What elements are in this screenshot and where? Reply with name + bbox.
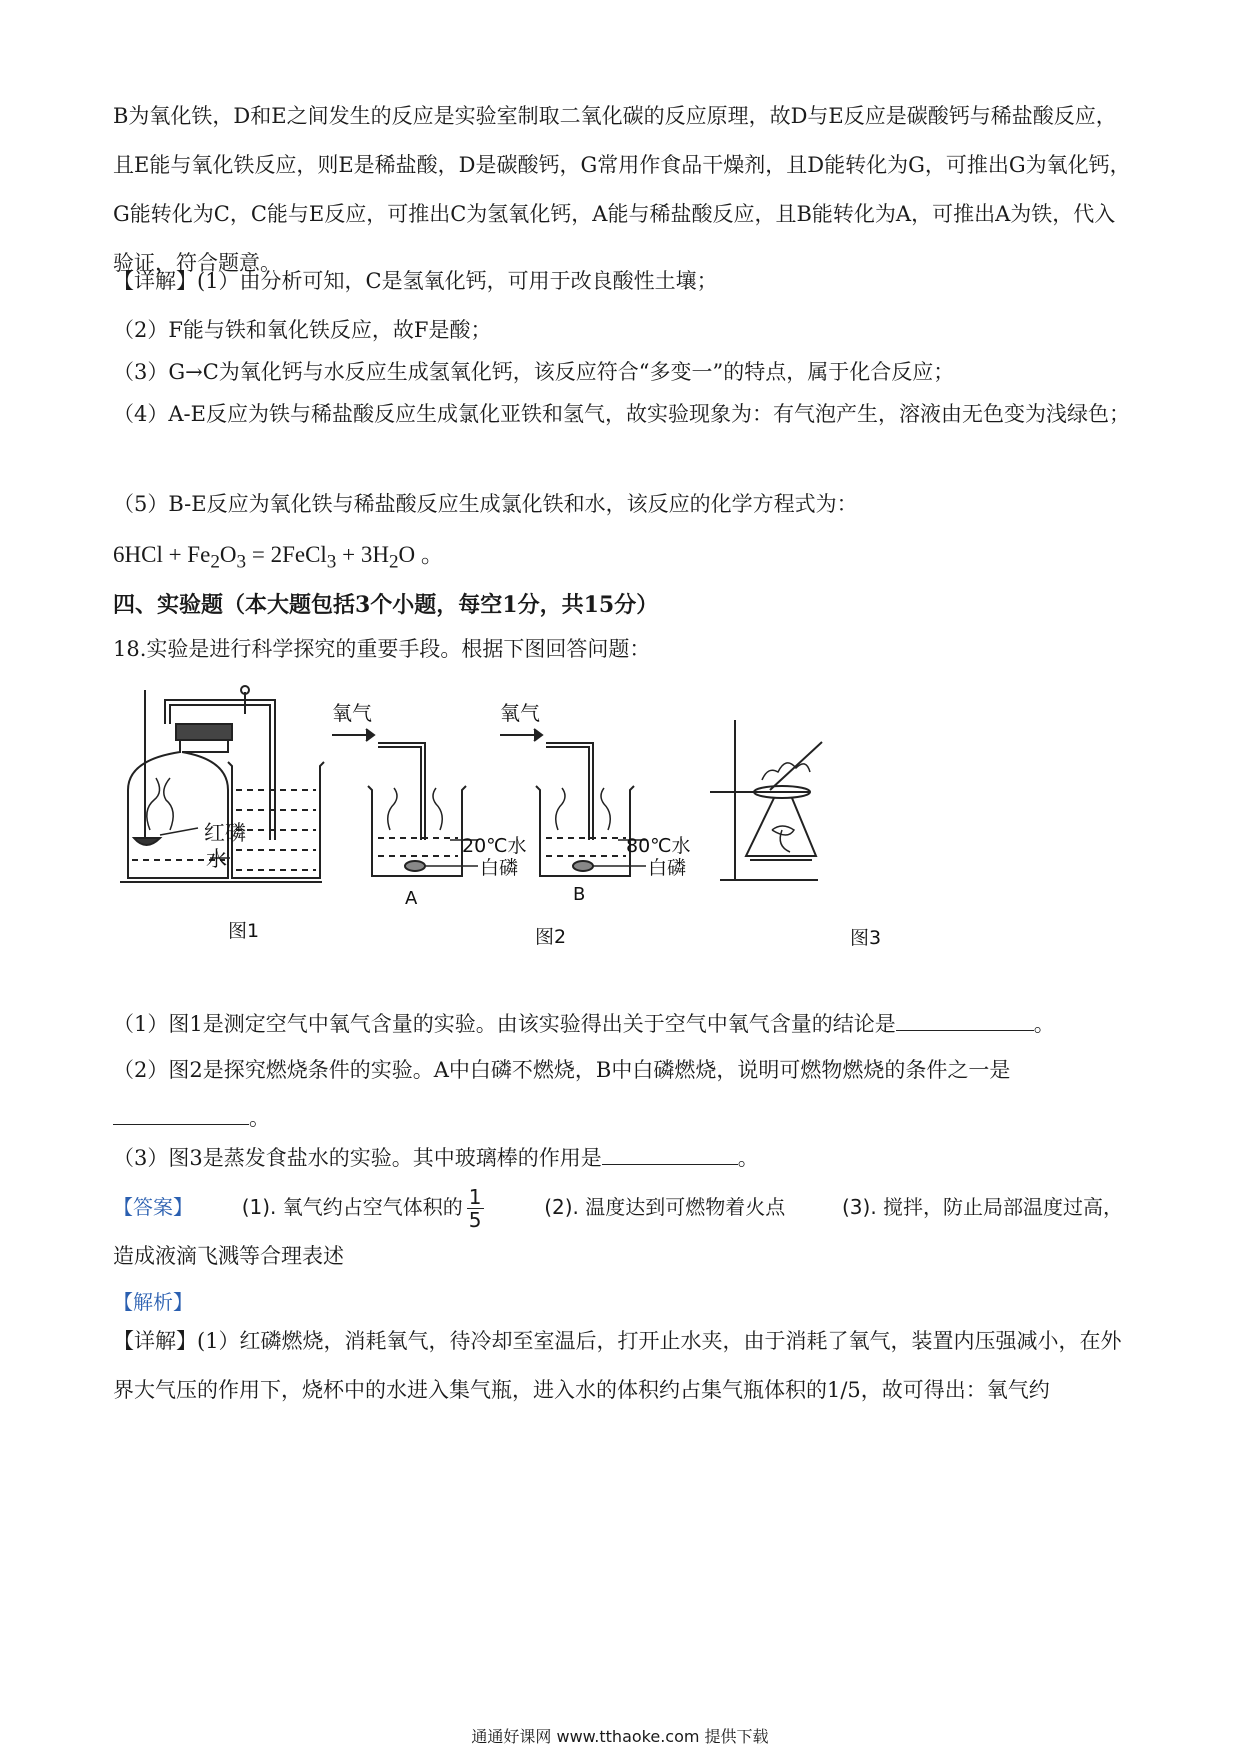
- tube-b: [546, 743, 593, 840]
- fig-label-white-phosphorus-a: 白磷: [480, 857, 519, 879]
- fig-label-water: 水: [206, 847, 227, 871]
- answer-3-continued: 造成液滴飞溅等合理表述: [113, 1244, 344, 1268]
- tube-a: [378, 743, 425, 840]
- question-3: （3）图3是蒸发食盐水的实验。其中玻璃棒的作用是 。: [113, 1146, 759, 1170]
- answer-blank-3[interactable]: [602, 1146, 738, 1165]
- answer-3: (3). 搅拌，防止局部温度过高，: [841, 1195, 1124, 1219]
- fraction-one-fifth: $\frac{1}{5}$: [468, 1185, 482, 1232]
- detail-1: 【详解】(1）由分析可知，C是氢氧化钙，可用于改良酸性土壤；: [113, 269, 718, 293]
- answer-line: [113, 1186, 1123, 1231]
- combustion-spoon: [134, 838, 160, 845]
- answer-tag: 【答案】: [113, 1195, 193, 1219]
- experiment-figure: [110, 680, 960, 960]
- detail-2: （2）F能与铁和氧化铁反应，故F是酸；: [113, 318, 492, 342]
- detail-5: （5）B-E反应为氧化铁与稀盐酸反应生成氯化铁和水，该反应的化学方程式为：: [113, 492, 858, 516]
- question-2-blank-line: 。: [113, 1102, 270, 1132]
- fig-label-b: B: [573, 884, 586, 905]
- question-1: （1）图1是测定空气中氧气含量的实验。由该实验得出关于空气中氧气含量的结论是 。: [113, 1012, 1055, 1036]
- page-footer: 通通好课网 www.tthaoke.com 提供下载: [471, 1727, 769, 1746]
- jar-stopper: [176, 724, 232, 740]
- white-phosphorus-a: [405, 861, 425, 871]
- fig-label-white-phosphorus-b: 白磷: [648, 857, 687, 879]
- question-2: （2）图2是探究燃烧条件的实验。A中白磷不燃烧，B中白磷燃烧，说明可燃物燃烧的条件之一是: [113, 1058, 1011, 1082]
- q18-intro: 18.实验是进行科学探究的重要手段。根据下图回答问题：: [113, 637, 651, 661]
- detail-4: （4）A-E反应为铁与稀盐酸反应生成氯化亚铁和氢气，故实验现象为：有气泡产生，溶液由无色变为浅绿色；: [113, 402, 1130, 426]
- answer-1: (1). 氧气约占空气体积的: [241, 1195, 463, 1219]
- fig-label-a: A: [405, 888, 418, 909]
- fig3-caption: 图3: [850, 927, 882, 949]
- fig-label-80c-water: 80℃水: [626, 835, 691, 857]
- answer-blank-1[interactable]: [896, 1012, 1034, 1031]
- white-phosphorus-b: [573, 861, 593, 871]
- glass-rod: [770, 742, 822, 790]
- answer-2: (2). 温度达到可燃物着火点: [544, 1195, 786, 1219]
- answer-blank-2[interactable]: [113, 1106, 249, 1125]
- fig2-caption: 图2: [535, 926, 567, 948]
- section-heading: 四、实验题（本大题包括3个小题，每空1分，共15分）: [113, 592, 659, 618]
- intro-paragraph: B为氧化铁，D和E之间发生的反应是实验室制取二氧化碳的反应原理，故D与E反应是碳酸钙与稀盐酸反应，且E能与氧化铁反应，则E是稀盐酸，D是碳酸钙，G常用作食品干燥剂，且D能转化为G，可推出G为氧化钙，G能转化为C，C能与E反应，可推出C为氢氧化钙，A能与稀盐酸反应，且B能转化为A，可推出A为铁，代入验证，符合题意。: [113, 104, 1131, 275]
- alcohol-lamp: [746, 798, 816, 856]
- final-detail: 【详解】(1）红磷燃烧，消耗氧气，待冷却至室温后，打开止水夹，由于消耗了氧气，装置内压强减小，在外界大气压的作用下，烧杯中的水进入集气瓶，进入水的体积约占集气瓶体积的1/5，故可得出：氧气约: [113, 1329, 1122, 1402]
- fig-label-oxygen-a: 氧气: [332, 701, 372, 725]
- fig-label-oxygen-b: 氧气: [500, 701, 540, 725]
- chemical-equation: $6HCl + Fe_2O_3$ = 2FeCl$_3$ + $3H_2O$ 。: [113, 542, 444, 573]
- fig-label-20c-water: 20℃水: [462, 835, 527, 857]
- fig1-caption: 图1: [228, 920, 260, 942]
- detail-3: （3）G→C为氧化钙与水反应生成氢氧化钙，该反应符合“多变一”的特点，属于化合反应；: [113, 360, 955, 384]
- analysis-tag: 【解析】: [113, 1290, 193, 1314]
- fig-label-red-phosphorus: 红磷: [204, 821, 246, 845]
